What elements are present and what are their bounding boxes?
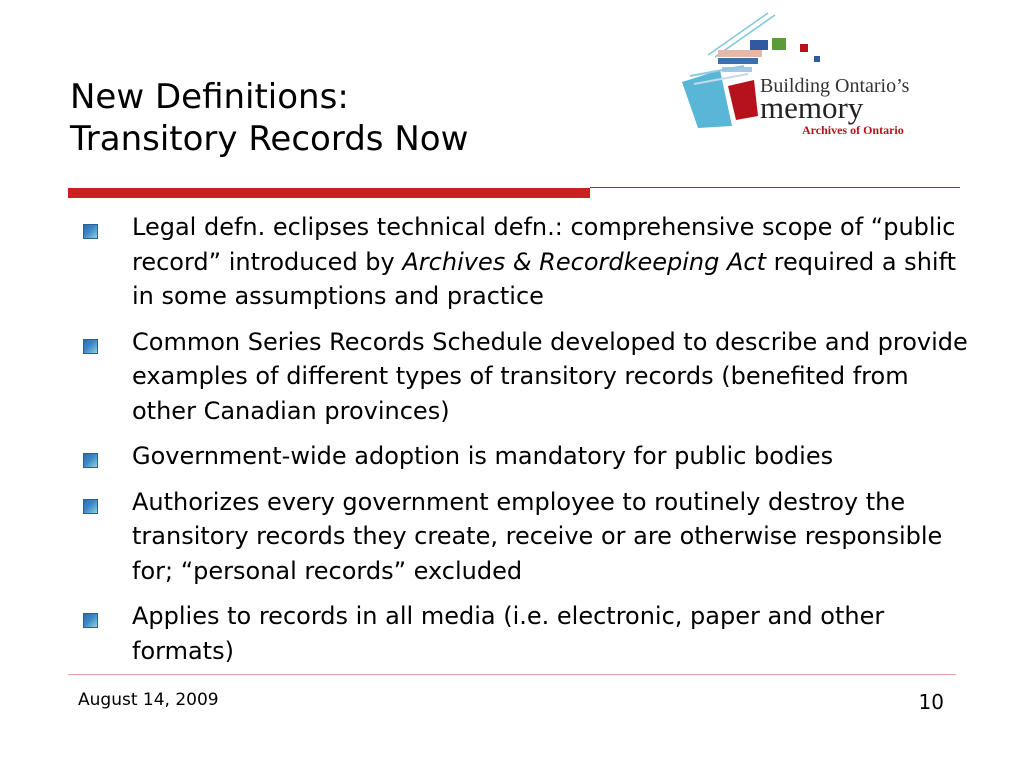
page-number: 10 [918,690,944,714]
logo-block-blue-small [814,56,820,62]
slide-title-line-2: Transitory Records Now [70,119,469,159]
title-rule-thin [590,187,960,188]
logo-block-blue-bar [718,58,758,64]
logo-panel-red [728,80,758,120]
bullet-text: Authorizes every government employee to routinely destroy the transitory records they create, receive or are otherwise responsible for; “personal records” excluded [132,487,943,585]
bullet-item [80,210,980,314]
bullet-item [80,439,980,474]
title-rule-thick [68,188,590,198]
footer-date: August 14, 2009 [78,690,219,710]
bullet-text: Applies to records in all media (i.e. electronic, paper and other formats) [132,602,885,665]
logo-block-blue [750,40,768,50]
logo-text-line-1: Building Ontario’s [760,75,910,97]
bullet-item [80,599,980,668]
square-bullet-icon [83,499,98,514]
bullet-text: Legal defn. eclipses technical defn.: comprehensive scope of “public record” introduced by [132,213,956,276]
archives-ontario-logo [680,10,960,145]
bullet-text: Government-wide adoption is mandatory for public bodies [132,442,834,470]
bullet-item [80,485,980,589]
logo-block-green [772,38,786,50]
logo-block-pink [718,50,762,57]
square-bullet-icon [83,453,98,468]
slide-title-line-1: New Definitions: [70,77,349,117]
square-bullet-icon [83,339,98,354]
bullet-text-italic: Archives & Recordkeeping Act [402,247,767,276]
bullet-list [80,210,980,679]
square-bullet-icon [83,613,98,628]
bullet-text: Common Series Records Schedule developed to describe and provide examples of different types of transitory records (benefited from other Canadian provinces) [132,327,968,425]
footer-rule [68,674,956,675]
bullet-item [80,325,980,429]
bullet-text: required a shift in some assumptions and practice [132,247,957,310]
square-bullet-icon [83,224,98,239]
logo-text-line-2: memory [760,90,864,125]
logo-block-red-small [800,44,808,52]
slide-title [70,76,670,160]
logo-text-line-3: Archives of Ontario [802,123,904,137]
